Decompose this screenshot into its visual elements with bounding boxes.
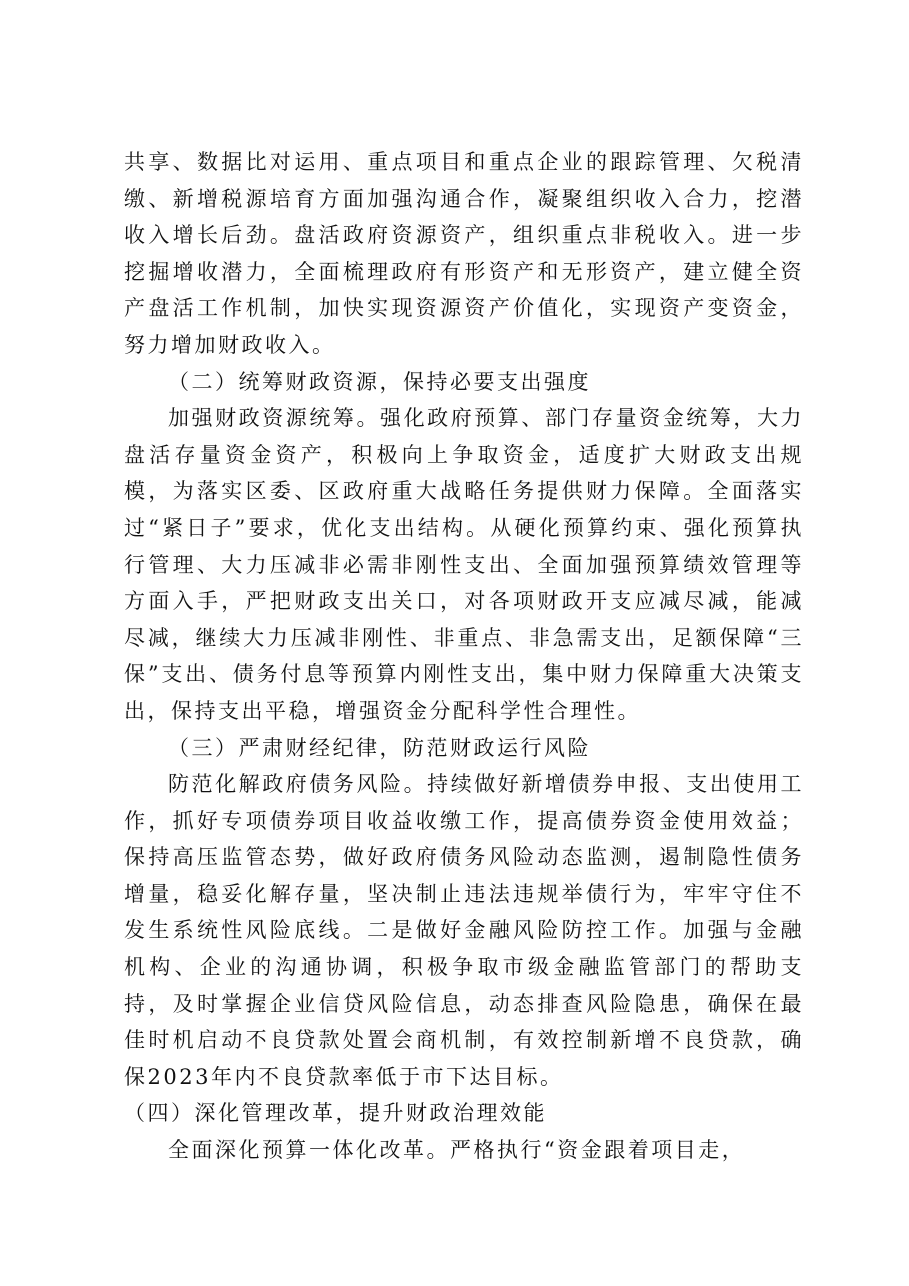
section-heading-3: （三）严肃财经纪律，防范财政运行风险 (168, 735, 591, 760)
paragraph-budget-reform: 全面深化预算一体化改革。严格执行“资金跟着项目走， (168, 1138, 746, 1163)
paragraph-debt-risk: 防范化解政府债务风险。持续做好新增债券申报、支出使用工作，抓好专项债券项目收益收缴工作，提高债券资金使用效益；保持高压监管态势，做好政府债务风险动态监测，遏制隐性债务增量，稳妥化解存量，坚决制止违法违规举债行为，牢牢守住不发生系统性风险底线。二是做好金融风险防控工作。加强与金融机构、企业的沟通协调，积极争取市级金融监管部门的帮助支持，及时掌握企业信贷风险信息，动态排查风险隐患，确保在最佳时机启动不良贷款处置会商机制，有效控制新增不良贷款，确保2023年内不良贷款率低于市下达目标。 (124, 772, 804, 1089)
section-heading-2: （二）统筹财政资源，保持必要支出强度 (168, 369, 591, 394)
document-body (124, 144, 804, 1169)
section-heading-4: （四）深化管理改革，提升财政治理效能 (124, 1101, 547, 1126)
paragraph-revenue-cooperation: 共享、数据比对运用、重点项目和重点企业的跟踪管理、欠税清缴、新增税源培育方面加强沟通合作，凝聚组织收入合力，挖潜收入增长后劲。盘活政府资源资产，组织重点非税收入。进一步挖掘增收潜力，全面梳理政府有形资产和无形资产，建立健全资产盘活工作机制，加快实现资源资产价值化，实现资产变资金，努力增加财政收入。 (124, 150, 804, 357)
paragraph-resource-coordination: 加强财政资源统筹。强化政府预算、部门存量资金统筹，大力盘活存量资金资产，积极向上争取资金，适度扩大财政支出规模，为落实区委、区政府重大战略任务提供财力保障。全面落实过“紧日子”要求，优化支出结构。从硬化预算约束、强化预算执行管理、大力压减非必需非刚性支出、全面加强预算绩效管理等方面入手，严把财政支出关口，对各项财政开支应减尽减，能减尽减，继续大力压减非刚性、非重点、非急需支出，足额保障“三保”支出、债务付息等预算内刚性支出，集中财力保障重大决策支出，保持支出平稳，增强资金分配科学性合理性。 (124, 406, 804, 723)
